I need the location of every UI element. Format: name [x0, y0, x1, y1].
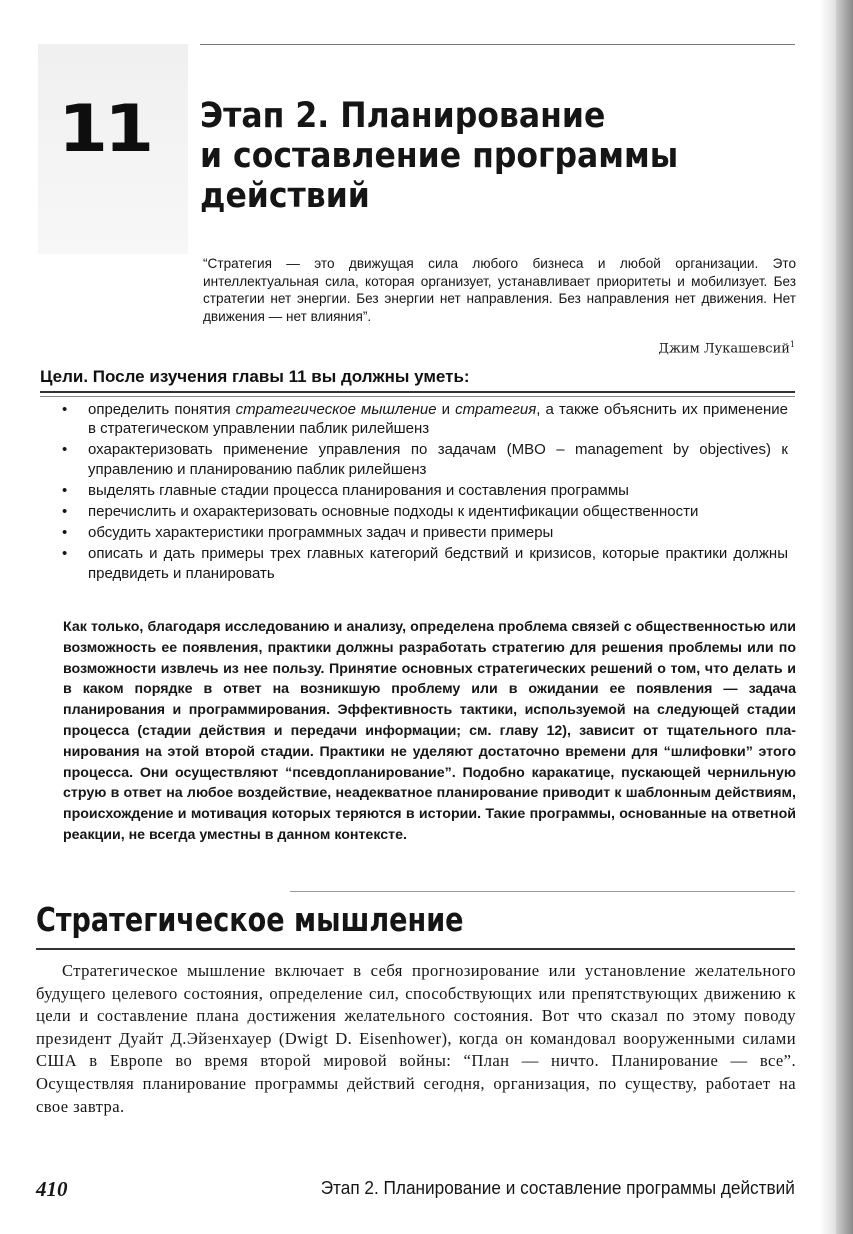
- section-title: Стратегическое мышление: [36, 900, 464, 939]
- goal-item: • обсудить характеристики программных задач и привести примеры: [88, 523, 788, 542]
- goal-item: • перечислить и охарактеризовать основные подходы к идентификации общественности: [88, 502, 788, 521]
- goals-list: [88, 400, 788, 585]
- epigraph-quote: “Стратегия — это движущая сила любого бизнеса и любой организации. Это интеллектуальная сила, которая организует, устанавливает приоритеты и мобилизует. Без стратегии нет энергии. Без энергии нет направления. Без направления нет движения. Нет движения — нет влияния”.: [203, 256, 796, 324]
- goal-term: стратегия: [455, 401, 537, 418]
- intro-paragraph: Как только, благодаря исследованию и анализу, определена проблема связей с общественностью или возможность ее появления, практики должны разработать стратегию для решения проблемы или по возможности извлечь из нее пользу. Принятие основных стратегических решений о том, что делать и в каком порядке в ответ на возникшую проблему или в ожидании ее появления — задача планирования и программирования. Эффективность тактики, используемой на следующей стадии процесса (стадии действия и передачи информации; см. главу 12), зависит от тщательного планирования на этой второй стадии. Практики не уделяют достаточно времени для “шлифовки” этого процесса. Они осуществляют “псевдопланирование”. Подобно каракатице, пускающей чернильную струю в ответ на любое воздействие, неадекватное планирование приводит к шаблонным действиям, происхождение и мотивация которых теряются в истории. Такие программы, основанные на ответной реакции, не всегда уместны в данном контексте.: [63, 619, 796, 843]
- goals-rule: [40, 391, 795, 393]
- running-title: Этап 2. Планирование и составление программы действий: [320, 1177, 795, 1198]
- author-name: Джим Лукашевсий: [658, 341, 790, 357]
- chapter-title-line: действий: [200, 176, 370, 216]
- section-rule-top: [290, 891, 795, 892]
- chapter-title-line: и составление программы: [200, 136, 679, 176]
- binding-shadow: [836, 0, 853, 1234]
- goal-item: • охарактеризовать применение управления по задачам (MBO – management by objectives) к управлению и планированию паблик рилейшенз: [88, 440, 788, 478]
- footnote-mark: 1: [789, 340, 795, 349]
- section-body: Стратегическое мышление включает в себя прогнозирование или установление желательного будущего целевого состояния, определение сил, способствующих или препятствующих движению к цели и составление плана достижения желательного состояния. Вот что сказал по этому поводу президент Дуайт Д.Эйзенхауер (Dwigt D. Eisenhower), когда он командовал вооруженными силами США в Европе во время второй мировой войны: “План — ничто. Планирование — все”. Осуществляя планирование программы действий сегодня, организация, по существу, работает на свое завтра.: [36, 961, 796, 1116]
- page-number: 410: [36, 1177, 68, 1201]
- chapter-number: 11: [58, 90, 151, 167]
- epigraph-author: [658, 340, 795, 356]
- top-rule: [200, 44, 795, 45]
- goal-term: стратегическое мышление: [235, 401, 437, 418]
- goal-item: • выделять главные стадии процесса планирования и составления программы: [88, 481, 788, 500]
- goal-text: , а также объяснить их применение в стратегическом управлении паблик рилейшенз: [88, 401, 789, 438]
- section-rule-bottom: [36, 948, 795, 950]
- chapter-title-line: Этап 2. Планирование: [200, 96, 606, 136]
- goal-text: и: [436, 401, 456, 418]
- goal-text: определить понятия: [88, 401, 236, 418]
- goal-item: • описать и дать примеры трех главных категорий бедствий и кризисов, которые практики должны предвидеть и планировать: [88, 544, 788, 582]
- goals-heading: Цели. После изучения главы 11 вы должны уметь:: [40, 367, 470, 386]
- chapter-title: [200, 96, 740, 216]
- goal-item: [88, 400, 788, 438]
- goals-rule-thin: [40, 396, 795, 397]
